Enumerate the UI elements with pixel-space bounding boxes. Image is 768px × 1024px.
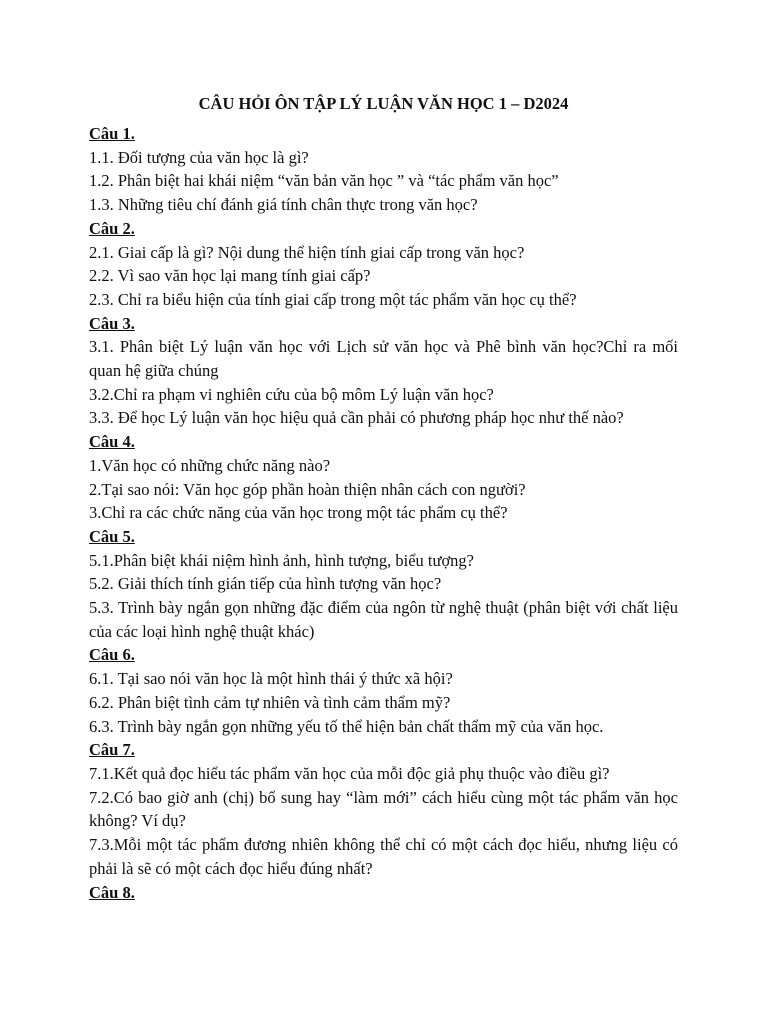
section-8: [89, 881, 678, 905]
section-heading: Câu 4.: [89, 432, 135, 452]
section-3: [89, 312, 678, 431]
question-item: 6.3. Trình bày ngắn gọn những yếu tố thể hiện bản chất thẩm mỹ của văn học.: [89, 716, 604, 736]
section-7: [89, 738, 678, 880]
section-6: [89, 643, 678, 738]
section-5: [89, 525, 678, 644]
section-4: [89, 430, 678, 525]
question-item: 1.3. Những tiêu chí đánh giá tính chân thực trong văn học?: [89, 195, 478, 215]
question-item: 2.1. Giai cấp là gì? Nội dung thể hiện tính giai cấp trong văn học?: [89, 242, 525, 262]
question-item: 3.2.Chỉ ra phạm vi nghiên cứu của bộ môm Lý luận văn học?: [89, 384, 494, 404]
question-item: 7.1.Kết quả đọc hiểu tác phẩm văn học của mỗi độc giả phụ thuộc vào điều gì?: [89, 763, 610, 783]
page-title: CÂU HỎI ÔN TẬP LÝ LUẬN VĂN HỌC 1 – D2024: [198, 94, 569, 113]
question-item: 5.2. Giải thích tính gián tiếp của hình tượng văn học?: [89, 574, 442, 594]
question-item: 1.2. Phân biệt hai khái niệm “văn bản văn học ” và “tác phẩm văn học”: [89, 171, 559, 191]
section-heading: Câu 7.: [89, 740, 135, 760]
section-heading: Câu 3.: [89, 313, 135, 333]
question-item: 3.3. Để học Lý luận văn học hiệu quả cần phải có phương pháp học như thế nào?: [89, 408, 624, 428]
question-item: 5.3. Trình bày ngắn gọn những đặc điểm của ngôn từ nghệ thuật (phân biệt với chất liệu của các loại hình nghệ thuật khác): [89, 598, 678, 641]
question-item: 2.3. Chỉ ra biểu hiện của tính giai cấp trong một tác phẩm văn học cụ thể?: [89, 289, 577, 309]
section-heading: Câu 6.: [89, 645, 135, 665]
section-heading: Câu 8.: [89, 882, 135, 902]
section-2: [89, 217, 678, 312]
question-item: 3.1. Phân biệt Lý luận văn học với Lịch sử văn học và Phê bình văn học?Chỉ ra mối quan hệ giữa chúng: [89, 337, 678, 381]
question-item: 5.1.Phân biệt khái niệm hình ảnh, hình tượng, biểu tượng?: [89, 550, 474, 570]
question-item: 1.1. Đối tượng của văn học là gì?: [89, 147, 309, 167]
section-1: [89, 122, 678, 217]
section-heading: Câu 2.: [89, 218, 135, 238]
question-item: 3.Chỉ ra các chức năng của văn học trong một tác phẩm cụ thể?: [89, 503, 508, 523]
question-item: 1.Văn học có những chức năng nào?: [89, 455, 331, 475]
question-item: 2.2. Vì sao văn học lại mang tính giai cấp?: [89, 266, 371, 286]
question-item: 7.3.Mỗi một tác phẩm đương nhiên không thể chỉ có một cách đọc hiểu, nhưng liệu có phải là sẽ có một cách đọc hiểu đúng nhất?: [89, 835, 678, 878]
question-item: 6.2. Phân biệt tình cảm tự nhiên và tình cảm thẩm mỹ?: [89, 692, 451, 712]
question-item: 6.1. Tại sao nói văn học là một hình thái ý thức xã hội?: [89, 669, 453, 689]
section-heading: Câu 5.: [89, 526, 135, 546]
question-item: 2.Tại sao nói: Văn học góp phần hoàn thiện nhân cách con người?: [89, 479, 526, 499]
section-heading: Câu 1.: [89, 124, 135, 143]
question-item: 7.2.Có bao giờ anh (chị) bổ sung hay “làm mới” cách hiểu cùng một tác phẩm văn học không? Ví dụ?: [89, 787, 678, 831]
